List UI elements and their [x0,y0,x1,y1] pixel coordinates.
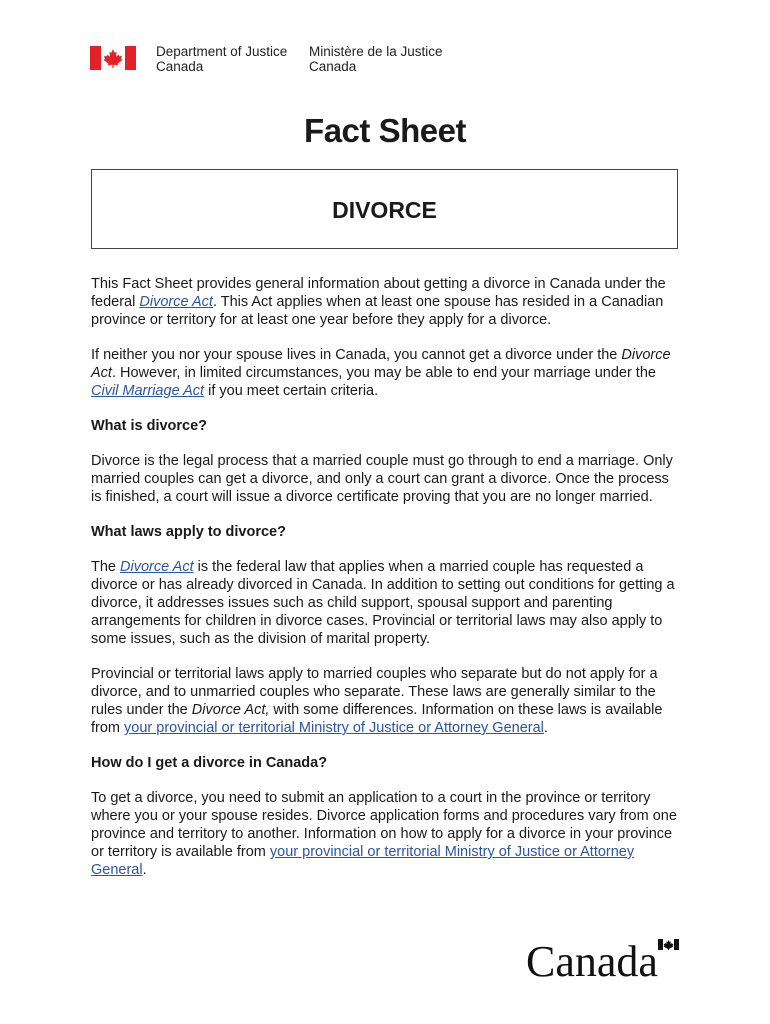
divorce-act-link[interactable]: Divorce Act [139,294,213,310]
canada-wordmark [526,934,686,984]
dept-en-line1: Department of Justice [156,44,288,59]
page-title: Fact Sheet [304,112,466,149]
dept-en-line2: Canada [156,59,204,74]
ministry-of-justice-link-2[interactable]: your provincial or territorial Ministry of Justice or Attorney General [91,844,635,878]
text-span: if you meet certain criteria. [204,383,379,399]
divorce-act-link-2[interactable]: Divorce Act [120,559,194,575]
text-span: This Fact Sheet provides general information about getting a divorce in Canada under the federal [91,276,666,310]
dept-fr-line1: Ministère de la Justice [309,44,443,59]
text-span: . [543,720,548,736]
residency-paragraph [91,346,681,400]
text-span: . [142,862,147,878]
text-span: . However, in limited circumstances, you may be able to end your marriage under the [111,365,656,381]
section-heading-what-is-divorce: What is divorce? [91,418,208,434]
text-span: Provincial or territorial laws apply to married couples who separate but do not apply for a divorce, and to unmarried couples who separate. These laws are generally similar to the rules under the [91,666,658,718]
department-name-french [309,44,443,74]
what-is-divorce-paragraph: Divorce is the legal process that a married couple must go through to end a marriage. Only married couples can get a divorce, and only a court can grant a divorce. Once the process is finished, a court will issue a divorce certificate proving that you are no longer married. [91,453,673,505]
text-span: If neither you nor your spouse lives in Canada, you cannot get a divorce under the [91,347,622,363]
text-span: The [91,559,121,575]
document-body [91,275,681,896]
topic-title: DIVORCE [332,197,437,223]
wordmark-flag-icon [658,939,679,950]
divorce-act-paragraph [91,558,681,648]
text-span: To get a divorce, you need to submit an application to a court in the province or territory where you or your spouse resides. Divorce application forms and procedures vary from one province and territory to another. Information on how to apply for a divorce in your province or territory is available from [91,790,677,860]
intro-paragraph [91,275,681,329]
act-name: Divorce Act, [191,702,270,718]
section-heading-what-laws: What laws apply to divorce? [91,524,286,540]
text-span: . This Act applies when at least one spouse has resided in a Canadian province or territory for at least one year before they apply for a divorce. [91,294,664,328]
section-heading-how-to-get-divorce: How do I get a divorce in Canada? [91,755,328,771]
provincial-laws-paragraph [91,665,681,737]
header [90,44,490,76]
text-span: with some differences. Information on these laws is available from [91,702,663,736]
topic-box [91,169,678,249]
civil-marriage-act-link[interactable]: Civil Marriage Act [91,383,205,399]
canada-flag-icon [90,46,136,70]
department-name-english [156,44,287,74]
dept-fr-line2: Canada [309,59,357,74]
how-to-apply-paragraph [91,789,681,879]
act-name: Divorce Act [91,347,671,381]
text-span: is the federal law that applies when a married couple has requested a divorce or has already divorced in Canada. In addition to setting out conditions for getting a divorce, it addresses issues such as child support, spousal support and parenting arrangements for children in divorce cases. Provincial or territorial laws may also apply to some issues, such as the division of marital property. [91,559,675,647]
canada-wordmark-text: Canada [526,937,658,984]
ministry-of-justice-link[interactable]: your provincial or territorial Ministry of Justice or Attorney General [124,720,544,736]
